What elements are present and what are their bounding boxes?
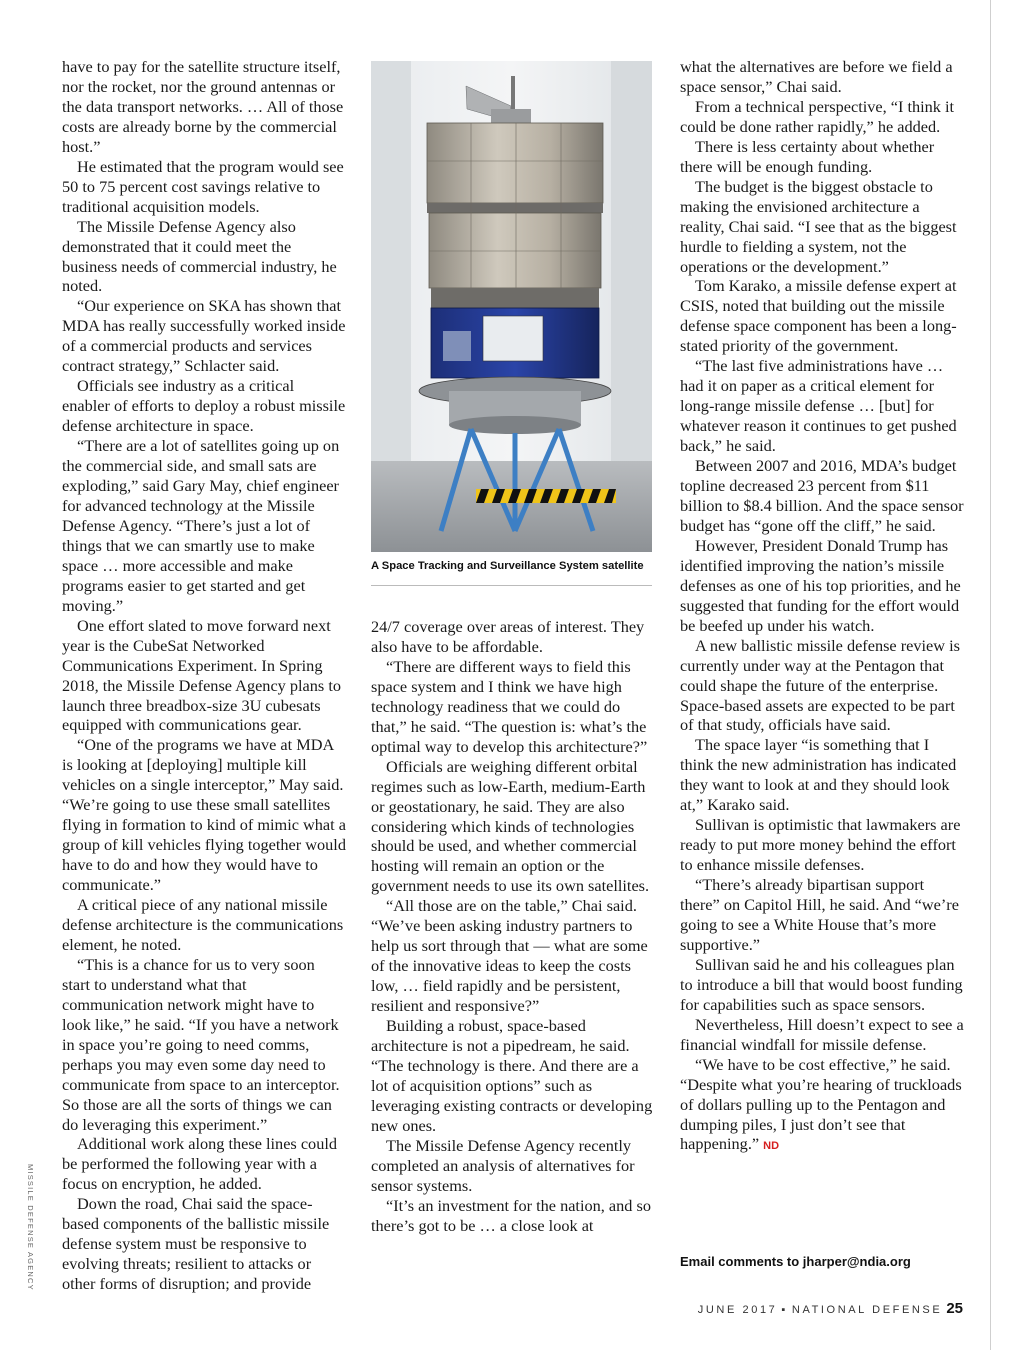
photo-credit: MISSILE DEFENSE AGENCY bbox=[26, 1164, 35, 1291]
paragraph: He estimated that the program would see 50 to 75 percent cost savings relative to traditional acquisition models. bbox=[62, 156, 344, 216]
paragraph: “Our experience on SKA has shown that MDA has really successfully worked inside of a commercial products and services contract strategy,” Schlacter said. bbox=[62, 296, 346, 376]
article-column-2 bbox=[371, 617, 655, 1236]
paragraph: Building a robust, space-based architecture is not a pipedream, he said. “The technology is there. And there are a lot of acquisition options” such as leveraging existing contracts or developing new ones. bbox=[371, 1016, 653, 1135]
satellite-illustration bbox=[371, 61, 652, 552]
paragraph: The Missile Defense Agency also demonstrated that it could meet the business needs of commercial industry, he noted. bbox=[62, 216, 337, 296]
paragraph: However, President Donald Trump has identified improving the nation’s missile defenses as one of his top priorities, and he suggested that funding for the effort would be beefed up under his watch. bbox=[680, 535, 961, 635]
paragraph: A critical piece of any national missile defense architecture is the communications element, he noted. bbox=[62, 895, 344, 954]
paragraph: There is less certainty about whether there will be enough funding. bbox=[680, 136, 935, 176]
paragraph: Nevertheless, Hill doesn’t expect to see a financial windfall for missile defense. bbox=[680, 1014, 964, 1054]
paragraph-final bbox=[680, 1055, 964, 1158]
paragraph: “All those are on the table,” Chai said. “We’ve been asking industry partners to help us sort through that — what are some of the innovative ideas to keep the costs low, … field rapidly and be persistent, resilient and responsive?” bbox=[371, 896, 648, 1016]
paragraph: “There’s already bipartisan support there” on Capitol Hill, he said. And “we’re going to see a White House that’s more supportive.” bbox=[680, 875, 959, 954]
paragraph: “It’s an investment for the nation, and so there’s got to be … a close look at bbox=[371, 1195, 651, 1235]
article-column-3 bbox=[680, 57, 964, 1157]
paragraph: “This is a chance for us to very soon start to understand what that communication network might have to look like,” he said. “If you have a network in space you’re going to need comms, perhaps you may even some day need to communicate from space to an interceptor. So those are all the sorts of things we can do leveraging this experiment.” bbox=[62, 954, 340, 1134]
paragraph: One effort slated to move forward next year is the CubeSat Networked Communications Experiment. In Spring 2018, the Missile Defense Agency plans to launch three breadbox-size 3U cubesats equipped with communications gear. bbox=[62, 615, 341, 735]
magazine-name: NATIONAL DEFENSE bbox=[791, 1304, 943, 1316]
paragraph: Officials see industry as a critical enabler of efforts to deploy a robust missile defense architecture in space. bbox=[62, 376, 346, 436]
paragraph: “There are different ways to field this space system and I think we have high technology readiness that we could do that,” he said. “The question is: what’s the optimal way to develop this architecture?” bbox=[371, 656, 648, 756]
issue-date: JUNE 2017 bbox=[697, 1304, 778, 1316]
paragraph: Tom Karako, a missile defense expert at CSIS, noted that building out the missile defense space component has been a long-stated priority of the government. bbox=[680, 276, 957, 356]
satellite-photo bbox=[371, 61, 652, 552]
paragraph: Between 2007 and 2016, MDA’s budget topline decreased 23 percent from $11 billion to $8.4 billion. And the space sensor budget has “gone off the cliff,” he said. bbox=[680, 456, 964, 535]
paragraph: “One of the programs we have at MDA is looking at [deploying] multiple kill vehicles on a single interceptor,” May said. “We’re going to use these small satellites flying in formation to kind of mimic what a group of kill vehicles flying together would have to do and how they would have to communicate.” bbox=[62, 735, 346, 895]
paragraph: what the alternatives are before we field a space sensor,” Chai said. bbox=[680, 57, 953, 96]
page-footer bbox=[698, 1300, 963, 1317]
caption-divider bbox=[371, 585, 652, 586]
paragraph: The budget is the biggest obstacle to making the envisioned architecture a reality, Chai said. “I see that as the biggest hurdle to fielding a system, not the operations or the development.” bbox=[680, 176, 957, 276]
paragraph: Additional work along these lines could be performed the following year with a focus on encryption, he added. bbox=[62, 1134, 337, 1194]
paragraph: The space layer “is something that I think the new administration has indicated they want to look at and they should look at,” Karako said. bbox=[680, 735, 957, 815]
paragraph: A new ballistic missile defense review is currently under way at the Pentagon that could shape the future of the enterprise. Space-based assets are expected to be part of that study, officials have said. bbox=[680, 635, 960, 735]
paragraph: “There are a lot of satellites going up on the commercial side, and small sats are exploding,” said Gary May, chief engineer for advanced technology at the Missile Defense Agency. “There’s just a lot of things that we can smartly use to make space … more accessible and make programs easier to get started and get moving.” bbox=[62, 436, 340, 615]
paragraph: Sullivan said he and his colleagues plan to introduce a bill that would boost funding for capabilities such as space sensors. bbox=[680, 954, 963, 1014]
article-column-1 bbox=[62, 57, 346, 1294]
final-quote: “We have to be cost effective,” he said. “Despite what you’re hearing of truckloads of dollars pulling up to the Pentagon and dumping piles, I just don’t see that happening.” bbox=[680, 1054, 962, 1154]
email-comments-line: Email comments to jharper@ndia.org bbox=[680, 1254, 911, 1269]
paragraph: From a technical perspective, “I think it could be done rather rapidly,” he added. bbox=[680, 96, 955, 136]
paragraph: “The last five administrations have … had it on paper as a critical element for long-range missile defense … [but] for whatever reason it continues to get pushed back,” he said. bbox=[680, 356, 957, 456]
footer-bullet: ▪ bbox=[781, 1304, 788, 1316]
paragraph: 24/7 coverage over areas of interest. They also have to be affordable. bbox=[371, 617, 645, 656]
photo-caption: A Space Tracking and Surveillance System satellite bbox=[371, 560, 644, 572]
end-mark-nd: ND bbox=[763, 1140, 780, 1153]
paragraph: The Missile Defense Agency recently completed an analysis of alternatives for sensor systems. bbox=[371, 1135, 635, 1195]
paragraph: Sullivan is optimistic that lawmakers are ready to put more money behind the effort to enhance missile defenses. bbox=[680, 815, 961, 875]
paragraph: Officials are weighing different orbital regimes such as low-Earth, medium-Earth or geostationary, he said. They are also considering which kinds of technologies should be used, and whether commercial hosting will remain an option or the government needs to use its own satellites. bbox=[371, 756, 650, 896]
page-edge-divider bbox=[990, 0, 991, 1350]
paragraph: have to pay for the satellite structure itself, nor the rocket, nor the ground antennas or the data transport networks. … All of those costs are already borne by the commercial host.” bbox=[62, 57, 344, 156]
page-number: 25 bbox=[946, 1300, 963, 1317]
paragraph: Down the road, Chai said the space-based components of the ballistic missile defense system must be responsive to evolving threats; resilient to attacks or other forms of disruption; and provide bbox=[62, 1194, 330, 1294]
